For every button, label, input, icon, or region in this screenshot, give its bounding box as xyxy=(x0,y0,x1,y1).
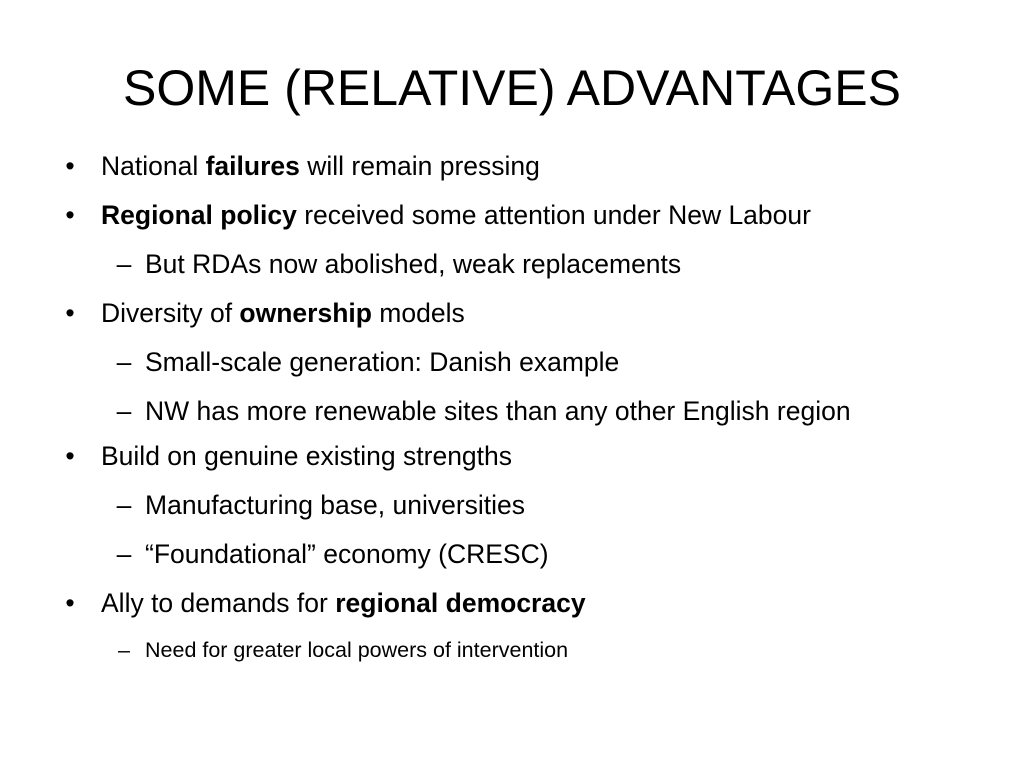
slide-title: SOME (RELATIVE) ADVANTAGES xyxy=(123,60,901,116)
dash-icon: – xyxy=(116,539,132,569)
bullet-emphasis: failures xyxy=(205,151,300,181)
sub-bullet-text: But RDAs now abolished, weak replacements xyxy=(145,249,682,279)
sub-bullet-item xyxy=(60,248,960,281)
bullet-emphasis: ownership xyxy=(239,298,372,328)
bullet-item xyxy=(60,297,960,330)
dash-icon: – xyxy=(118,638,130,662)
dash-icon: – xyxy=(116,396,132,426)
dash-icon: – xyxy=(116,490,132,520)
bullet-item xyxy=(60,150,960,183)
bullet-dot-icon: • xyxy=(65,588,75,618)
sub-bullet-text: “Foundational” economy (CRESC) xyxy=(145,539,549,569)
bullet-dot-icon: • xyxy=(65,151,75,181)
bullet-list xyxy=(60,150,960,683)
sub-bullet-text: NW has more renewable sites than any other English region xyxy=(145,396,851,426)
bullet-text: will remain pressing xyxy=(299,151,540,181)
dash-icon: – xyxy=(116,249,132,279)
bullet-text: models xyxy=(371,298,465,328)
bullet-item xyxy=(60,587,960,620)
sub-bullet-item xyxy=(60,391,945,432)
bullet-dot-icon: • xyxy=(65,298,75,328)
bullet-emphasis: regional democracy xyxy=(335,588,586,618)
sub-bullet-item xyxy=(60,489,960,522)
bullet-dot-icon: • xyxy=(65,200,75,230)
sub-bullet-text: Manufacturing base, universities xyxy=(145,490,526,520)
sub-bullet-item xyxy=(60,538,960,571)
bullet-item xyxy=(60,199,960,232)
bullet-text: Ally to demands for xyxy=(101,588,336,618)
bullet-text: received some attention under New Labour xyxy=(296,200,811,230)
dash-icon: – xyxy=(116,347,132,377)
bullet-item xyxy=(60,440,960,473)
bullet-text: Diversity of xyxy=(101,298,240,328)
bullet-text: Build on genuine existing strengths xyxy=(101,441,513,471)
sub-bullet-item xyxy=(60,634,960,667)
sub-bullet-item xyxy=(60,346,960,379)
bullet-text: National xyxy=(101,151,206,181)
sub-bullet-text: Small-scale generation: Danish example xyxy=(145,347,620,377)
bullet-emphasis: Regional policy xyxy=(101,200,297,230)
bullet-dot-icon: • xyxy=(65,441,75,471)
sub-bullet-text: Need for greater local powers of intervention xyxy=(145,638,569,662)
